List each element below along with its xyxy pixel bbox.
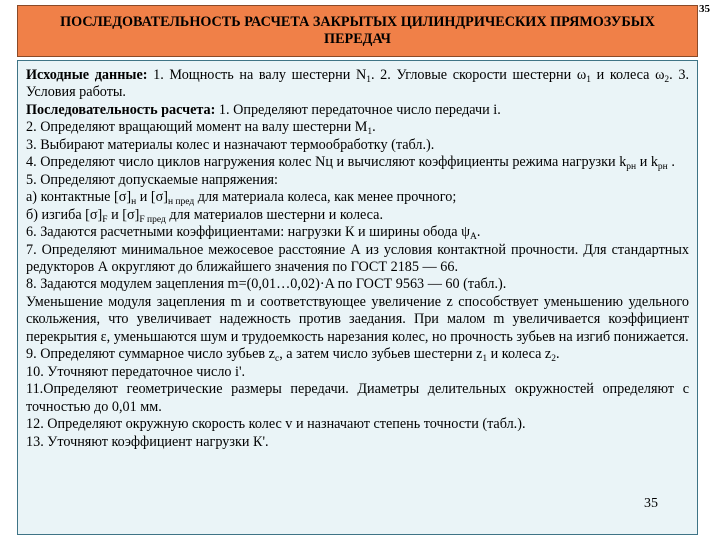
step-8: 8. Задаются модулем зацепления m=(0,01…0,02)·A по ГОСТ 9563 — 60 (табл.). [26,276,507,293]
step-6-end: . [476,224,481,241]
step-4-mid: и k [636,154,658,171]
step-12: 12. Определяют окружную скорость колес v и назначают степень точности (табл.). [26,416,526,433]
initial-data-label: Исходные данные: [26,67,148,83]
step-13: 13. Уточняют коэффициент нагрузки К'. [26,433,269,450]
step-5b-text-1: б) изгиба [σ] [26,206,103,223]
initial-text-4: . 3. Условия работы. [26,67,690,101]
initial-sub-1: 1 [366,75,371,85]
step-9-sub-2: 1 [482,354,488,365]
step-9-text-1: 9. Определяют суммарное число зубьев z [26,346,275,363]
step-4-text: 4. Определяют число циклов нагружения колес Nц и вычисляют коэффициенты режима нагрузки k [26,154,627,171]
step-2-text: 2. Определяют вращающий момент на валу шестерни M [26,119,368,136]
step-8-note: Уменьшение модуля зацепления m и соответствующее увеличение z способствует уменьшению удельного скольжения, что увеличивает надежность против заедания. При малом m увеличивается коэффициент перекрытия ε, уменьшаются шум и трудоемкость нарезания колес, но прочность зубьев на изгиб понижается. [26,293,689,345]
initial-sub-2: 1 [586,75,591,85]
page-title [17,5,698,57]
step-9-text-2: , а затем число зубьев шестерни z [279,346,483,363]
step-6 [26,224,689,241]
content-box [17,60,698,535]
sequence-text: 1. Определяют передаточное число передачи i. [215,101,501,118]
step-5a-text-1: а) контактные [σ] [26,189,132,206]
step-7: 7. Определяют минимальное межосевое расстояние А из условия контактной прочности. Для стандартных редукторов А округляют до ближайшего значения по ГОСТ 2185 — 66. [26,241,689,275]
step-4-sub-1: рн [626,162,637,173]
sequence-label: Последовательность расчета: [26,101,216,118]
initial-text-1: 1. Мощность на валу шестерни N [147,67,367,83]
step-9 [26,346,689,363]
step-4-sub-2: рн [657,162,668,173]
title-text: ПОСЛЕДОВАТЕЛЬНОСТЬ РАСЧЕТА ЗАКРЫТЫХ ЦИЛИНДРИЧЕСКИХ ПРЯМОЗУБЫХ ПЕРЕДАЧ [60,14,655,47]
step-5b-sub-2: F пред [139,214,166,225]
step-5: 5. Определяют допускаемые напряжения: [26,171,278,188]
step-4-end: . [667,154,675,171]
step-5a [26,189,689,206]
step-9-sub-3: 2 [551,354,556,365]
sequence-paragraph [26,102,689,119]
step-5b [26,207,689,224]
step-5a-sub-2: н пред [167,197,195,208]
step-9-sub-1: c [274,354,280,365]
step-4 [26,154,689,171]
initial-text-2: . 2. Угловые скорости шестерни ω [370,67,587,83]
step-5a-text-2: и [σ] [136,189,168,206]
step-5a-sub-1: н [131,197,137,208]
slide-number: 35 [644,496,658,511]
step-9-text-3: и колеса z [487,346,552,363]
step-11: 11.Определяют геометрические размеры передачи. Диаметры делительных окружностей определяют с точностью до 0,01 мм. [26,381,689,415]
step-5a-text-3: для материала колеса, как менее прочного; [194,189,457,206]
step-5b-text-2: и [σ] [107,206,140,223]
step-2-end: . [372,119,376,136]
step-3: 3. Выбирают материалы колес и назначают термообработку (табл.). [26,136,435,153]
initial-data-paragraph [26,67,689,102]
step-2 [26,119,689,136]
step-5b-text-3: для материалов шестерни и колеса. [165,206,383,223]
step-10: 10. Уточняют передаточное число i'. [26,363,246,380]
initial-text-3: и колеса ω [590,67,665,83]
page-number: 35 [699,3,710,15]
step-9-end: . [555,346,560,363]
step-2-sub: 1 [367,127,373,138]
step-6-text: 6. Задаются расчетными коэффициентами: нагрузки К и ширины обода ψ [26,224,470,241]
step-5b-sub-1: F [102,214,108,225]
step-6-sub: A [470,232,477,243]
initial-sub-3: 2 [664,75,670,85]
